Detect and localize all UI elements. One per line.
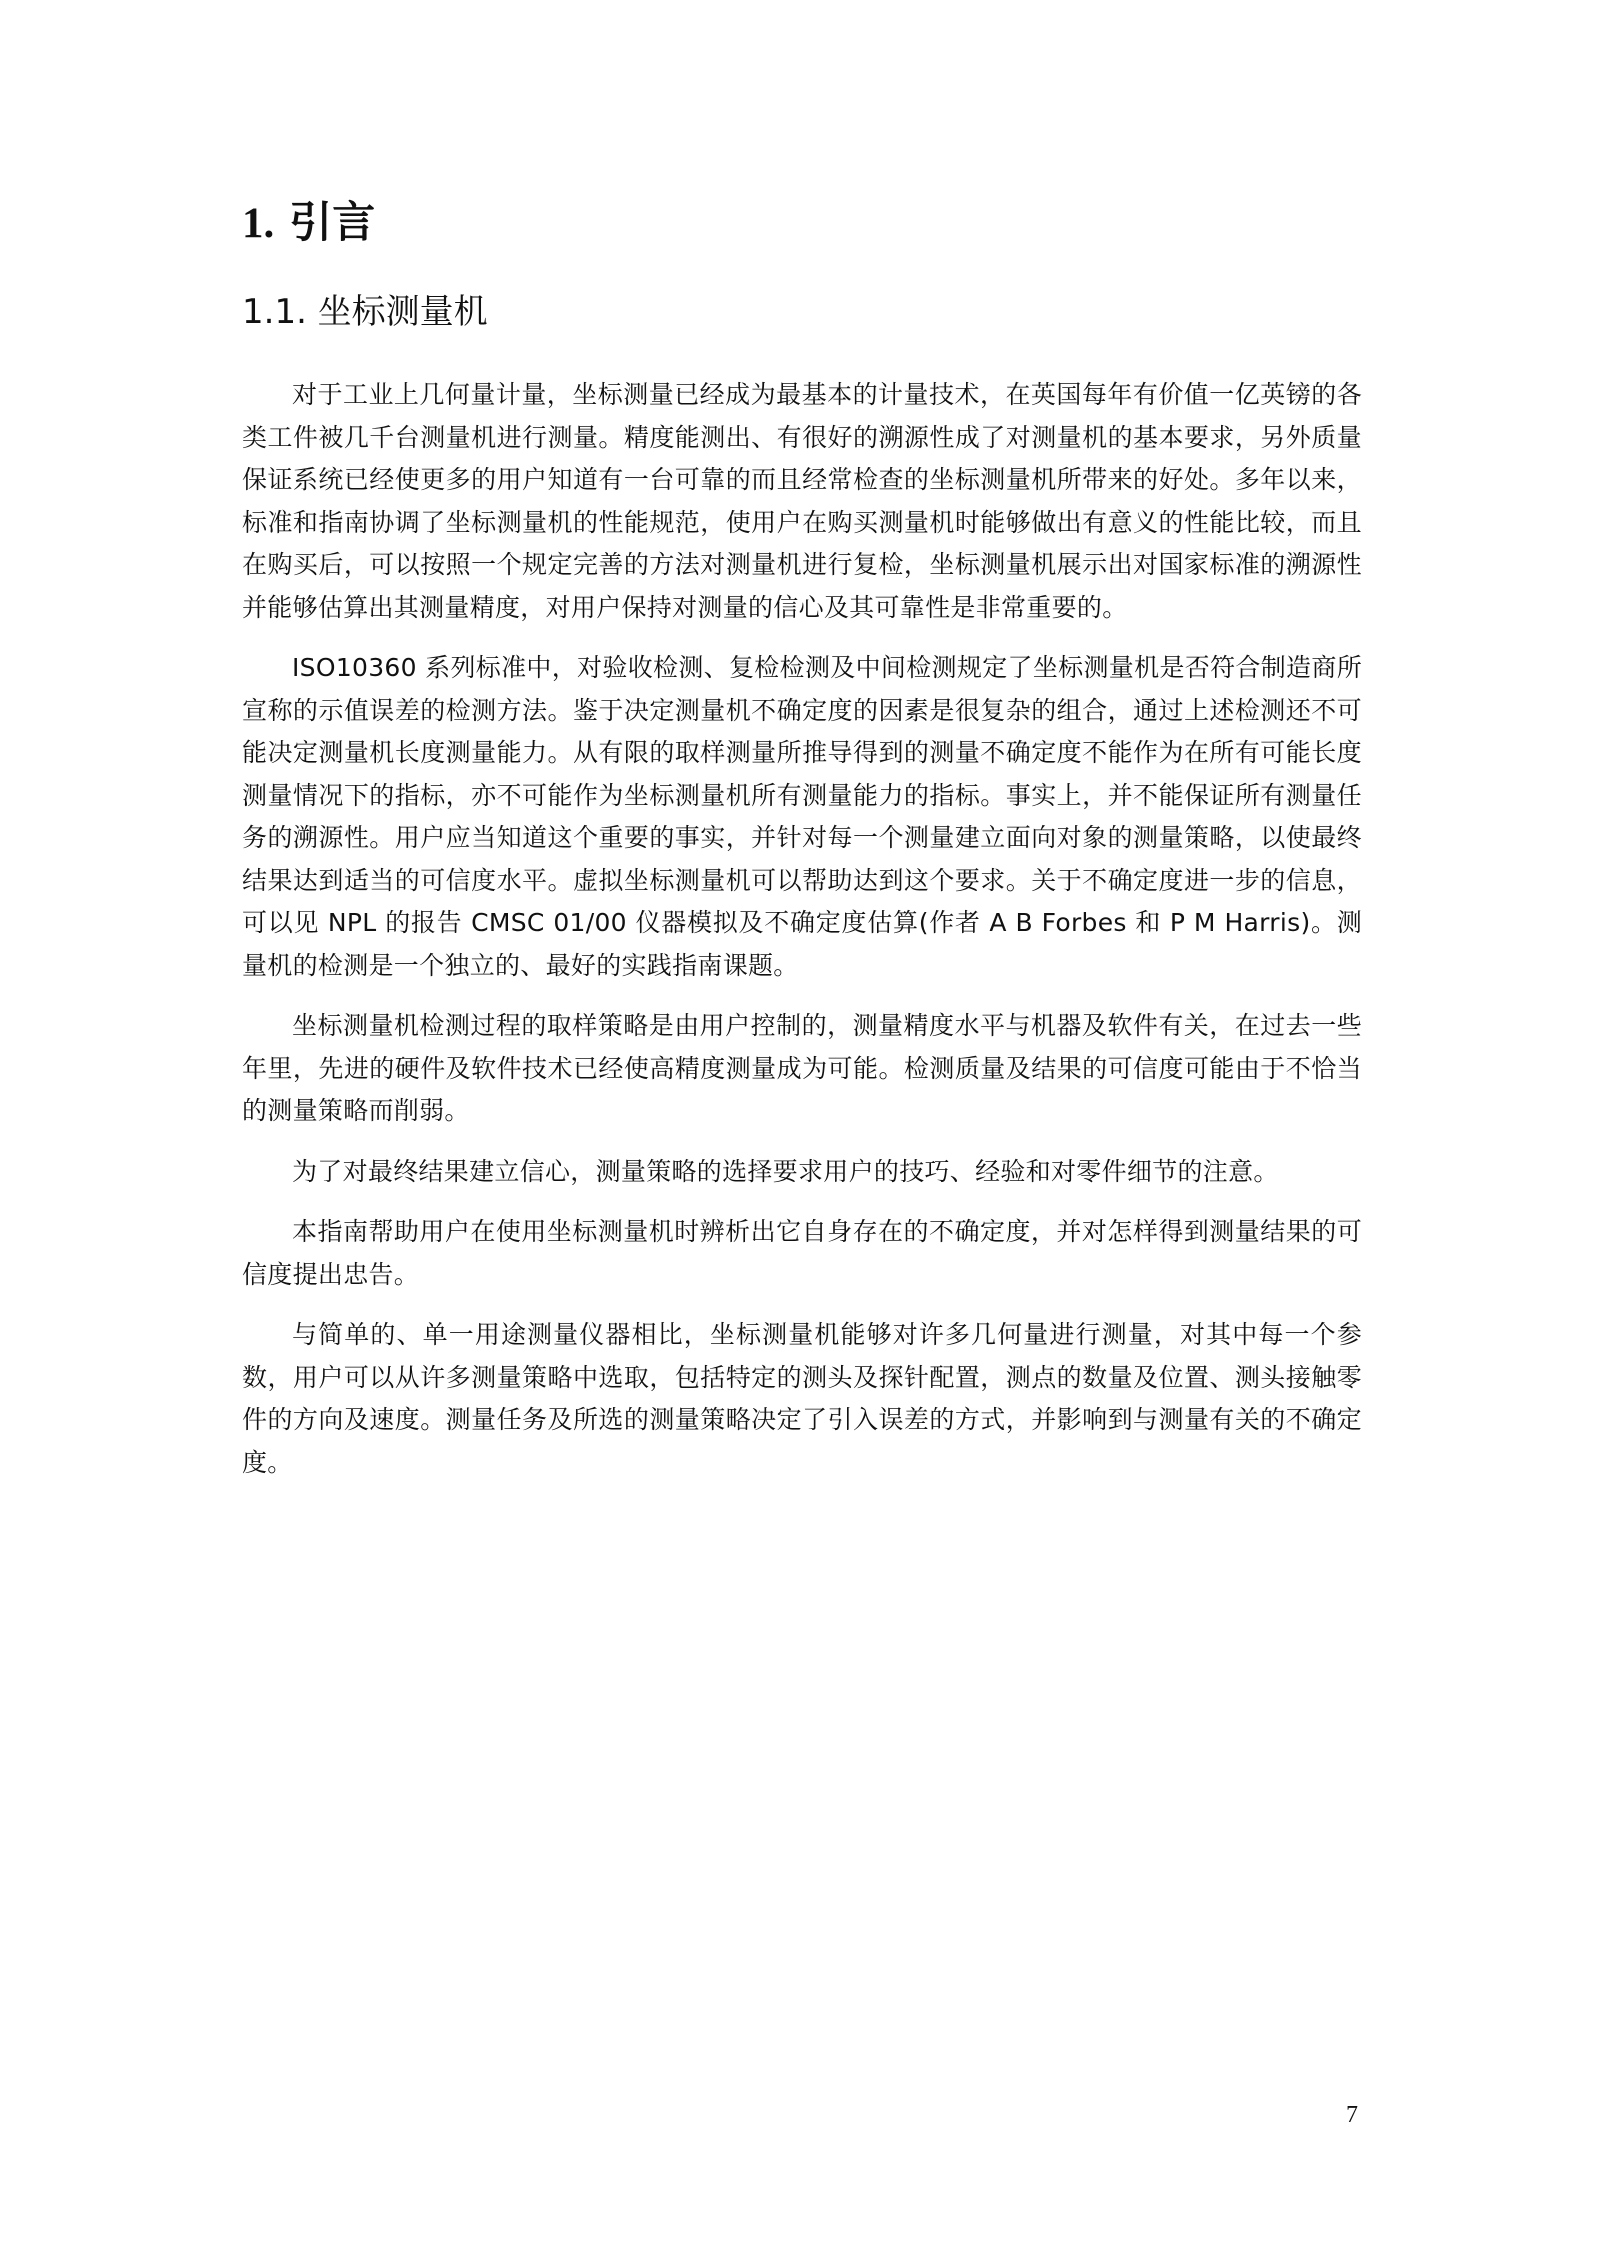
body-text — [242, 374, 1362, 1502]
paragraph: 本指南帮助用户在使用坐标测量机时辨析出它自身存在的不确定度，并对怎样得到测量结果的可信度提出忠告。 — [242, 1217, 1362, 1289]
paragraph: 与简单的、单一用途测量仪器相比，坐标测量机能够对许多几何量进行测量，对其中每一个参数，用户可以从许多测量策略中选取，包括特定的测头及探针配置，测点的数量及位置、测头接触零件的方向及速度。测量任务及所选的测量策略决定了引入误差的方式，并影响到与测量有关的不确定度。 — [242, 1320, 1362, 1477]
chapter-title: 引言 — [289, 198, 376, 248]
paragraph: 为了对最终结果建立信心，测量策略的选择要求用户的技巧、经验和对零件细节的注意。 — [292, 1156, 1279, 1186]
paragraph: 坐标测量机检测过程的取样策略是由用户控制的，测量精度水平与机器及软件有关，在过去一些年里，先进的硬件及软件技术已经使高精度测量成为可能。检测质量及结果的可信度可能由于不恰当的测量策略而削弱。 — [242, 1011, 1362, 1125]
paragraph: 对于工业上几何量计量，坐标测量已经成为最基本的计量技术，在英国每年有价值一亿英镑的各类工件被几千台测量机进行测量。精度能测出、有很好的溯源性成了对测量机的基本要求，另外质量保证系统已经使更多的用户知道有一台可靠的而且经常检查的坐标测量机所带来的好处。多年以来，标准和指南协调了坐标测量机的性能规范，使用户在购买测量机时能够做出有意义的性能比较，而且在购买后，可以按照一个规定完善的方法对测量机进行复检，坐标测量机展示出对国家标准的溯源性并能够估算出其测量精度，对用户保持对测量的信心及其可靠性是非常重要的。 — [242, 380, 1362, 622]
page-number: 7 — [1346, 2102, 1358, 2128]
section-heading: 1.1. 坐标测量机 — [242, 292, 488, 332]
chapter-heading — [242, 196, 375, 251]
chapter-number: 1. — [242, 200, 275, 247]
paragraph: ISO10360 系列标准中，对验收检测、复检检测及中间检测规定了坐标测量机是否符合制造商所宣称的示值误差的检测方法。鉴于决定测量机不确定度的因素是很复杂的组合，通过上述检测还不可能决定测量机长度测量能力。从有限的取样测量所推导得到的测量不确定度不能作为在所有可能长度测量情况下的指标，亦不可能作为坐标测量机所有测量能力的指标。事实上，并不能保证所有测量任务的溯源性。用户应当知道这个重要的事实，并针对每一个测量建立面向对象的测量策略，以使最终结果达到适当的可信度水平。虚拟坐标测量机可以帮助达到这个要求。关于不确定度进一步的信息，可以见 NPL 的报告 CMSC 01/00 仪器模拟及不确定度估算(作者 A B Forbes 和 P M Harris)。测量机的检测是一个独立的、最好的实践指南课题。 — [242, 653, 1362, 980]
